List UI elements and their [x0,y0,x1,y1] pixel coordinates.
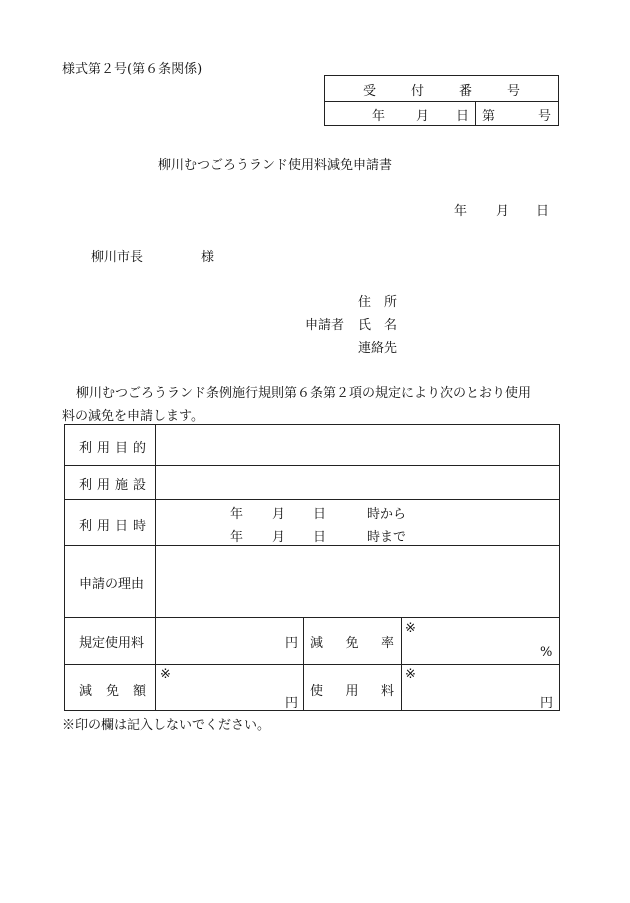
fee-label: 規定使用料 [79,636,145,651]
datetime-label: 利 用 日 時 [79,519,146,534]
form-number: 様式第２号(第６条関係) [62,62,203,77]
reason-field[interactable] [156,546,559,617]
purpose-field[interactable] [156,425,559,465]
reason-label: 申請の理由 [79,577,145,592]
date-month: 月 [496,204,510,219]
fee-yen: 円 [285,636,299,651]
applicant-name-char-2: 名 [384,318,398,333]
body-text-line-2: 料の減免を申請します。 [62,409,204,424]
reduction-rate-mark: ※ [405,621,416,636]
receipt-number-prefix: 第 [482,109,496,124]
addressee-name: 柳川市長 [91,250,144,265]
facility-label: 利 用 施 設 [79,478,146,493]
applicant-name-char-1: 氏 [358,318,372,333]
receipt-number-suffix: 号 [538,109,552,124]
receipt-month: 月 [416,109,430,124]
reduction-rate-label: 減 免 率 [310,636,394,651]
addressee-honorific: 様 [201,250,215,265]
usage-fee-label: 使 用 料 [310,684,394,699]
applicant-address-char-1: 住 [358,295,372,310]
applicant-address-char-2: 所 [384,295,398,310]
body-text-line-1: 柳川むつごろうランド条例施行規則第６条第２項の規定により次のとおり使用 [76,386,532,401]
reduced-amount-mark: ※ [160,667,171,682]
reduction-rate-percent: % [540,645,553,660]
usage-fee-mark: ※ [405,667,416,682]
applicant-contact: 連絡先 [358,341,398,356]
receipt-day: 日 [456,109,470,124]
purpose-label: 利 用 目 的 [79,441,146,456]
footnote: ※印の欄は記入しないでください。 [62,718,271,733]
reduced-amount-yen: 円 [285,696,299,711]
receipt-year: 年 [372,109,386,124]
applicant-label: 申請者 [305,318,345,333]
date-day: 日 [536,204,550,219]
date-year: 年 [454,204,468,219]
facility-field[interactable] [156,466,559,499]
usage-fee-yen: 円 [540,696,554,711]
receipt-header: 受 付 番 号 [363,84,520,99]
receipt-number-box [324,75,559,126]
reduced-amount-label: 減 免 額 [79,684,146,699]
page-title: 柳川むつごろうランド使用料減免申請書 [158,158,393,173]
